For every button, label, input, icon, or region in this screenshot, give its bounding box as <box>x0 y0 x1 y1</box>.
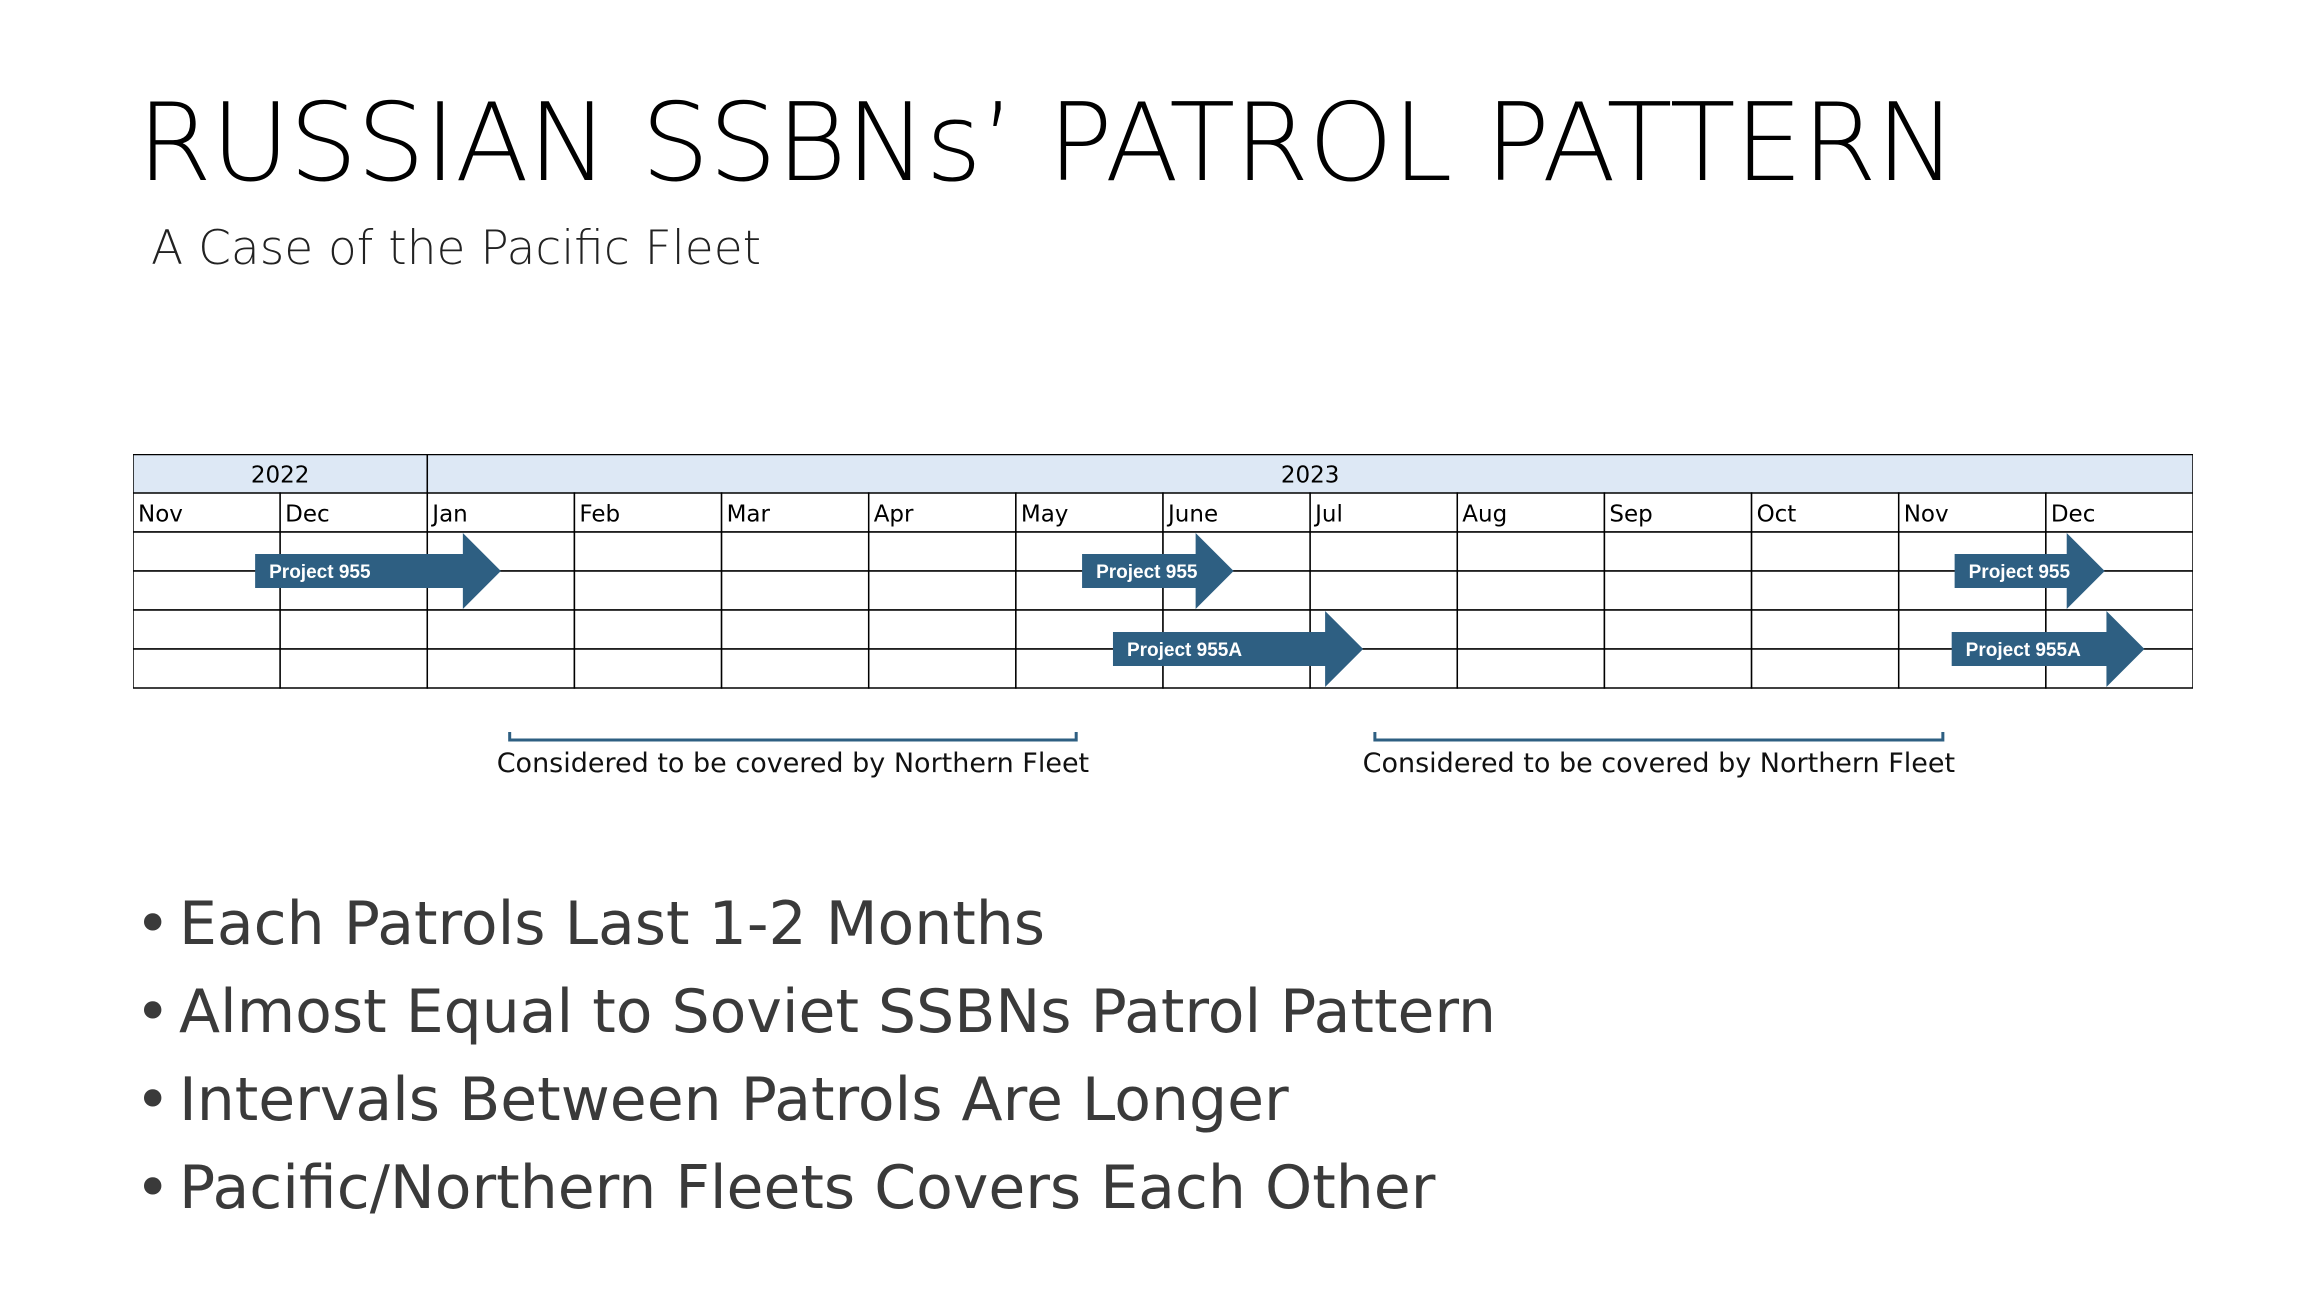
page-subtitle: A Case of the Pacific Fleet <box>151 221 762 276</box>
grid-cell <box>574 532 721 571</box>
bullet-list <box>135 880 1496 1232</box>
grid-cell <box>280 649 427 688</box>
coverage-bracket <box>1375 732 1943 740</box>
coverage-bracket <box>510 732 1077 740</box>
patrol-timeline <box>133 454 2193 690</box>
grid-cell <box>133 649 280 688</box>
patrol-label: Project 955A <box>1965 640 2081 661</box>
grid-cell <box>574 571 721 610</box>
month-label: Aug <box>1462 501 1508 528</box>
month-label: Mar <box>726 501 770 528</box>
bullet-item: • Almost Equal to Soviet SSBNs Patrol Pattern <box>135 977 1497 1047</box>
month-label: Nov <box>1903 501 1949 528</box>
patrol-label: Project 955 <box>269 562 371 583</box>
grid-cell <box>280 610 427 649</box>
month-label: Apr <box>873 501 914 528</box>
grid-cell <box>574 610 721 649</box>
grid-cell <box>1752 649 1899 688</box>
month-label: May <box>1020 501 1069 528</box>
grid-cell <box>1457 610 1604 649</box>
month-label: Feb <box>579 501 621 528</box>
month-label: June <box>1168 501 1219 528</box>
grid-cell <box>869 571 1016 610</box>
patrol-label: Project 955 <box>1096 562 1198 583</box>
grid-cell <box>1604 649 1751 688</box>
grid-cell <box>1604 610 1751 649</box>
grid-cell <box>1310 532 1457 571</box>
month-label: Sep <box>1609 501 1653 528</box>
grid-cell <box>722 532 869 571</box>
grid-cell <box>869 649 1016 688</box>
grid-cell <box>1752 532 1899 571</box>
grid-cell <box>1752 571 1899 610</box>
year-label: 2022 <box>250 462 310 489</box>
coverage-brackets <box>0 730 2316 790</box>
grid-cell <box>427 649 574 688</box>
grid-cell <box>869 610 1016 649</box>
grid-cell <box>722 610 869 649</box>
year-label: 2023 <box>1280 462 1340 489</box>
grid-cell <box>133 610 280 649</box>
month-label: Jan <box>432 501 468 528</box>
coverage-note: Considered to be covered by Northern Fleet <box>1362 748 1956 779</box>
patrol-label: Project 955A <box>1126 640 1243 661</box>
month-label: Oct <box>1756 501 1797 528</box>
page-title: RUSSIAN SSBNs’ PATROL PATTERN <box>137 81 1956 206</box>
bullet-item: • Each Patrols Last 1-2 Months <box>135 889 1046 959</box>
bullet-item: • Pacific/Northern Fleets Covers Each Other <box>135 1153 1436 1223</box>
grid-cell <box>1310 571 1457 610</box>
bullet-item: • Intervals Between Patrols Are Longer <box>135 1065 1289 1135</box>
month-label: Dec <box>2050 501 2096 528</box>
grid-cell <box>1457 532 1604 571</box>
month-label: Jul <box>1315 501 1343 528</box>
grid-cell <box>1457 571 1604 610</box>
grid-cell <box>1752 610 1899 649</box>
month-label: Dec <box>285 501 330 528</box>
grid-cell <box>722 571 869 610</box>
grid-cell <box>574 649 721 688</box>
grid-cell <box>427 610 574 649</box>
grid-cell <box>1604 532 1751 571</box>
month-label: Nov <box>138 501 183 528</box>
grid-cell <box>1604 571 1751 610</box>
patrol-label: Project 955 <box>1968 562 2071 583</box>
grid-cell <box>869 532 1016 571</box>
grid-cell <box>1457 649 1604 688</box>
grid-cell <box>722 649 869 688</box>
coverage-note: Considered to be covered by Northern Fleet <box>496 748 1090 779</box>
